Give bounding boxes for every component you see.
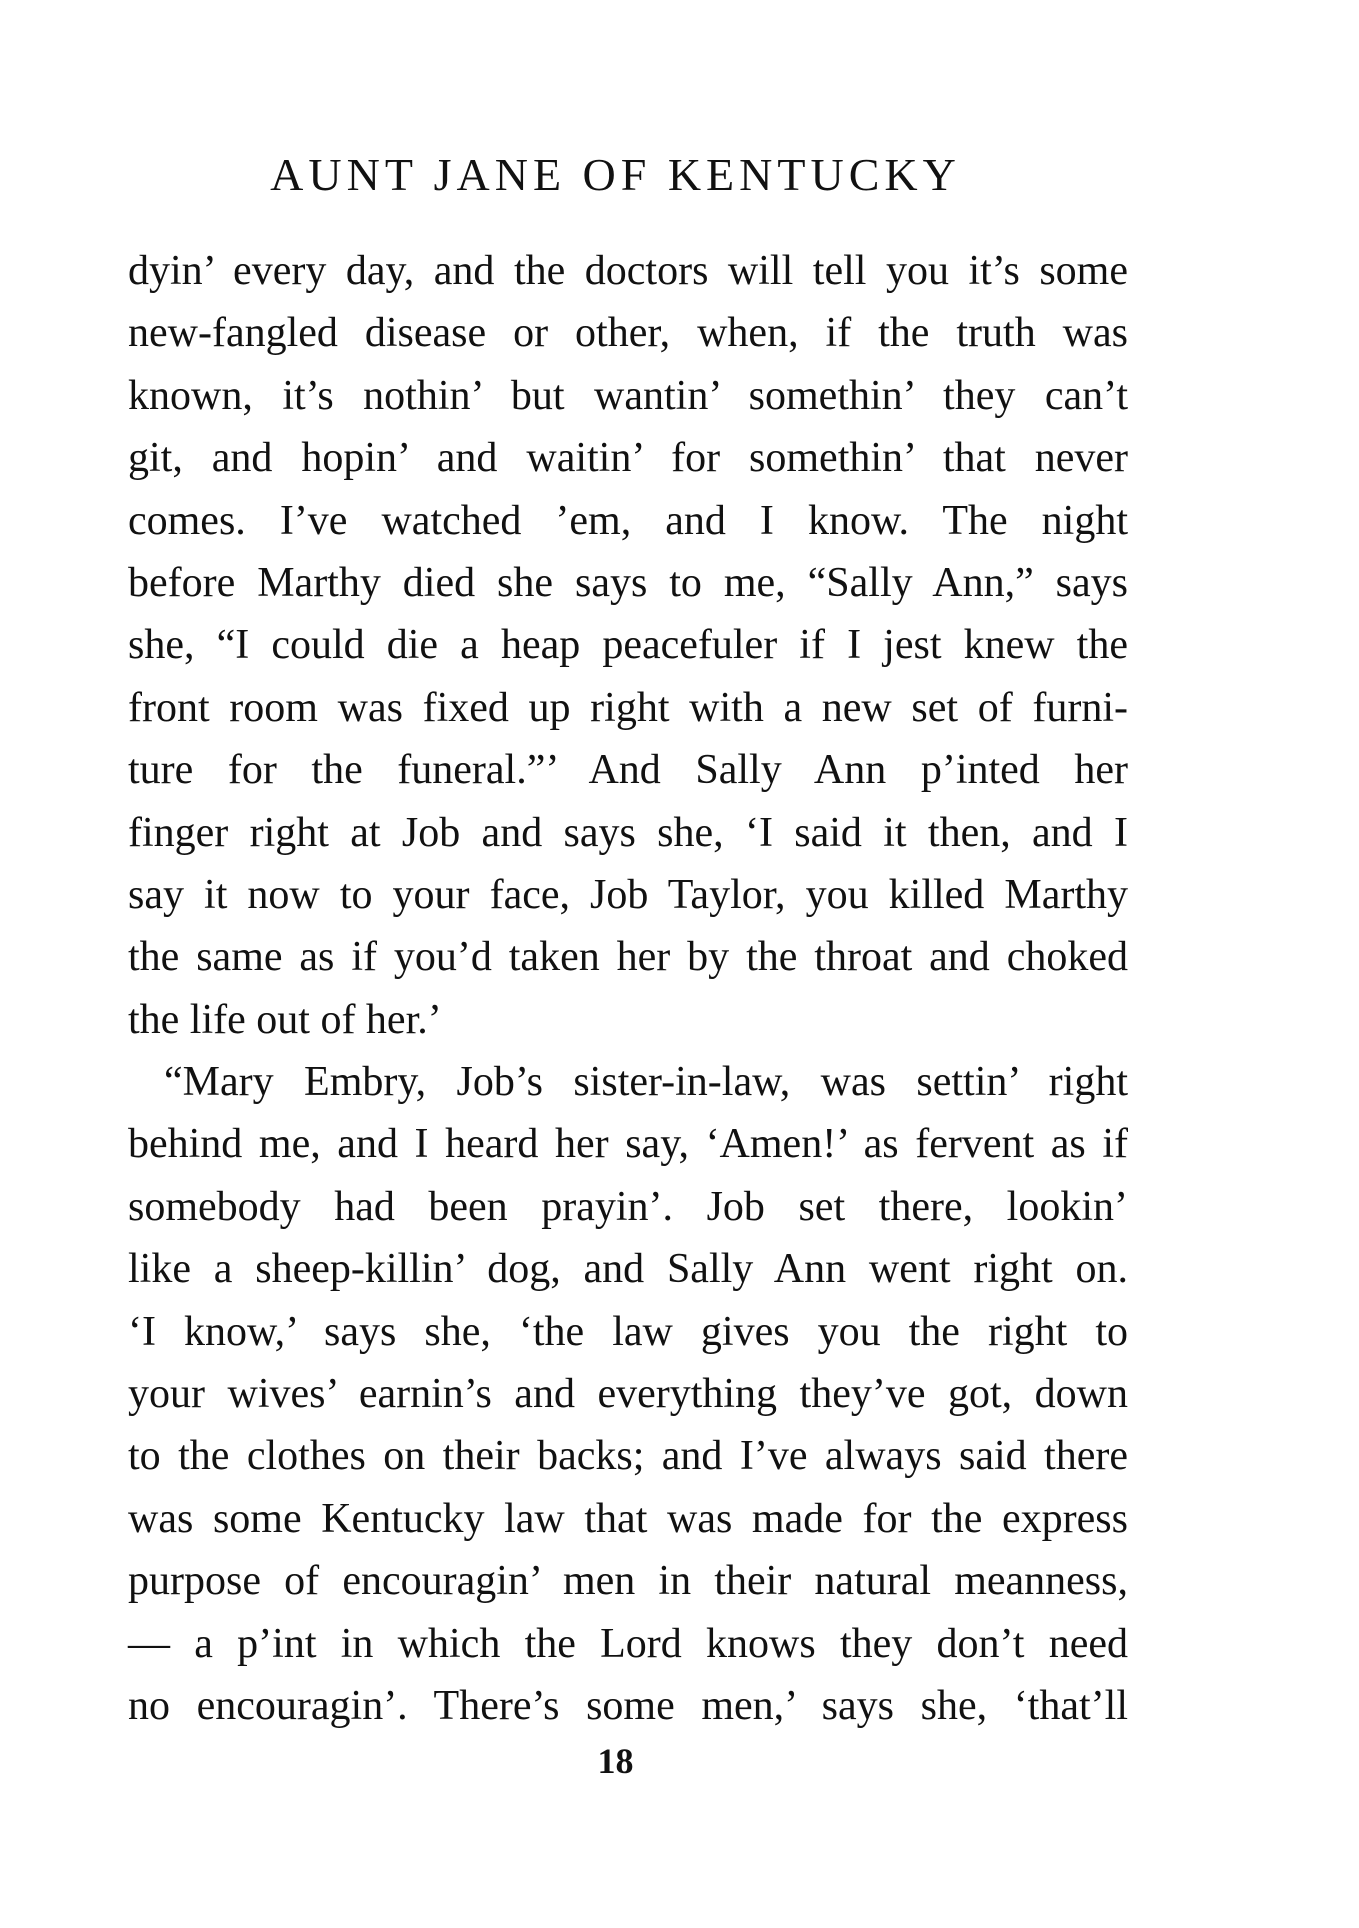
text-line: the same as if you’d taken her by the throat and choked bbox=[128, 934, 1128, 981]
text-line: “Mary Embry, Job’s sister-in-law, was settin’ right bbox=[164, 1059, 1128, 1106]
text-line: comes. I’ve watched ’em, and I know. The night bbox=[128, 497, 1128, 544]
text-line: new-fangled disease or other, when, if the truth was bbox=[128, 310, 1128, 357]
body-text bbox=[128, 240, 1128, 1737]
text-line: the life out of her.’ bbox=[128, 996, 442, 1043]
text-line: front room was fixed up right with a new set of furni- bbox=[128, 684, 1128, 731]
page-number: 18 bbox=[597, 1741, 634, 1781]
text-line: no encouragin’. There’s some men,’ says she, ‘that’ll bbox=[128, 1682, 1128, 1729]
text-line: was some Kentucky law that was made for the express bbox=[128, 1495, 1128, 1542]
running-head: AUNT JANE OF KENTUCKY bbox=[270, 149, 961, 200]
text-line: ture for the funeral.”’ And Sally Ann p’inted her bbox=[128, 747, 1128, 794]
text-line: git, and hopin’ and waitin’ for somethin’ that never bbox=[128, 435, 1128, 482]
text-line: — a p’int in which the Lord knows they don’t need bbox=[128, 1620, 1128, 1667]
text-line: known, it’s nothin’ but wantin’ somethin’ they can’t bbox=[128, 372, 1128, 419]
text-line: finger right at Job and says she, ‘I said it then, and I bbox=[128, 809, 1128, 856]
text-line: behind me, and I heard her say, ‘Amen!’ as fervent as if bbox=[128, 1121, 1128, 1168]
text-line: to the clothes on their backs; and I’ve always said there bbox=[128, 1433, 1128, 1480]
text-line: your wives’ earnin’s and everything they’ve got, down bbox=[128, 1371, 1128, 1418]
text-line: before Marthy died she says to me, “Sally Ann,” says bbox=[128, 559, 1128, 606]
text-line: dyin’ every day, and the doctors will tell you it’s some bbox=[128, 248, 1128, 294]
text-line: say it now to your face, Job Taylor, you killed Marthy bbox=[128, 871, 1128, 918]
text-line: like a sheep-killin’ dog, and Sally Ann went right on. bbox=[128, 1246, 1128, 1293]
text-line: somebody had been prayin’. Job set there, lookin’ bbox=[128, 1183, 1128, 1230]
text-line: purpose of encouragin’ men in their natural meanness, bbox=[128, 1558, 1128, 1605]
text-line: she, “I could die a heap peacefuler if I jest knew the bbox=[128, 622, 1128, 669]
text-line: ‘I know,’ says she, ‘the law gives you the right to bbox=[128, 1308, 1128, 1355]
